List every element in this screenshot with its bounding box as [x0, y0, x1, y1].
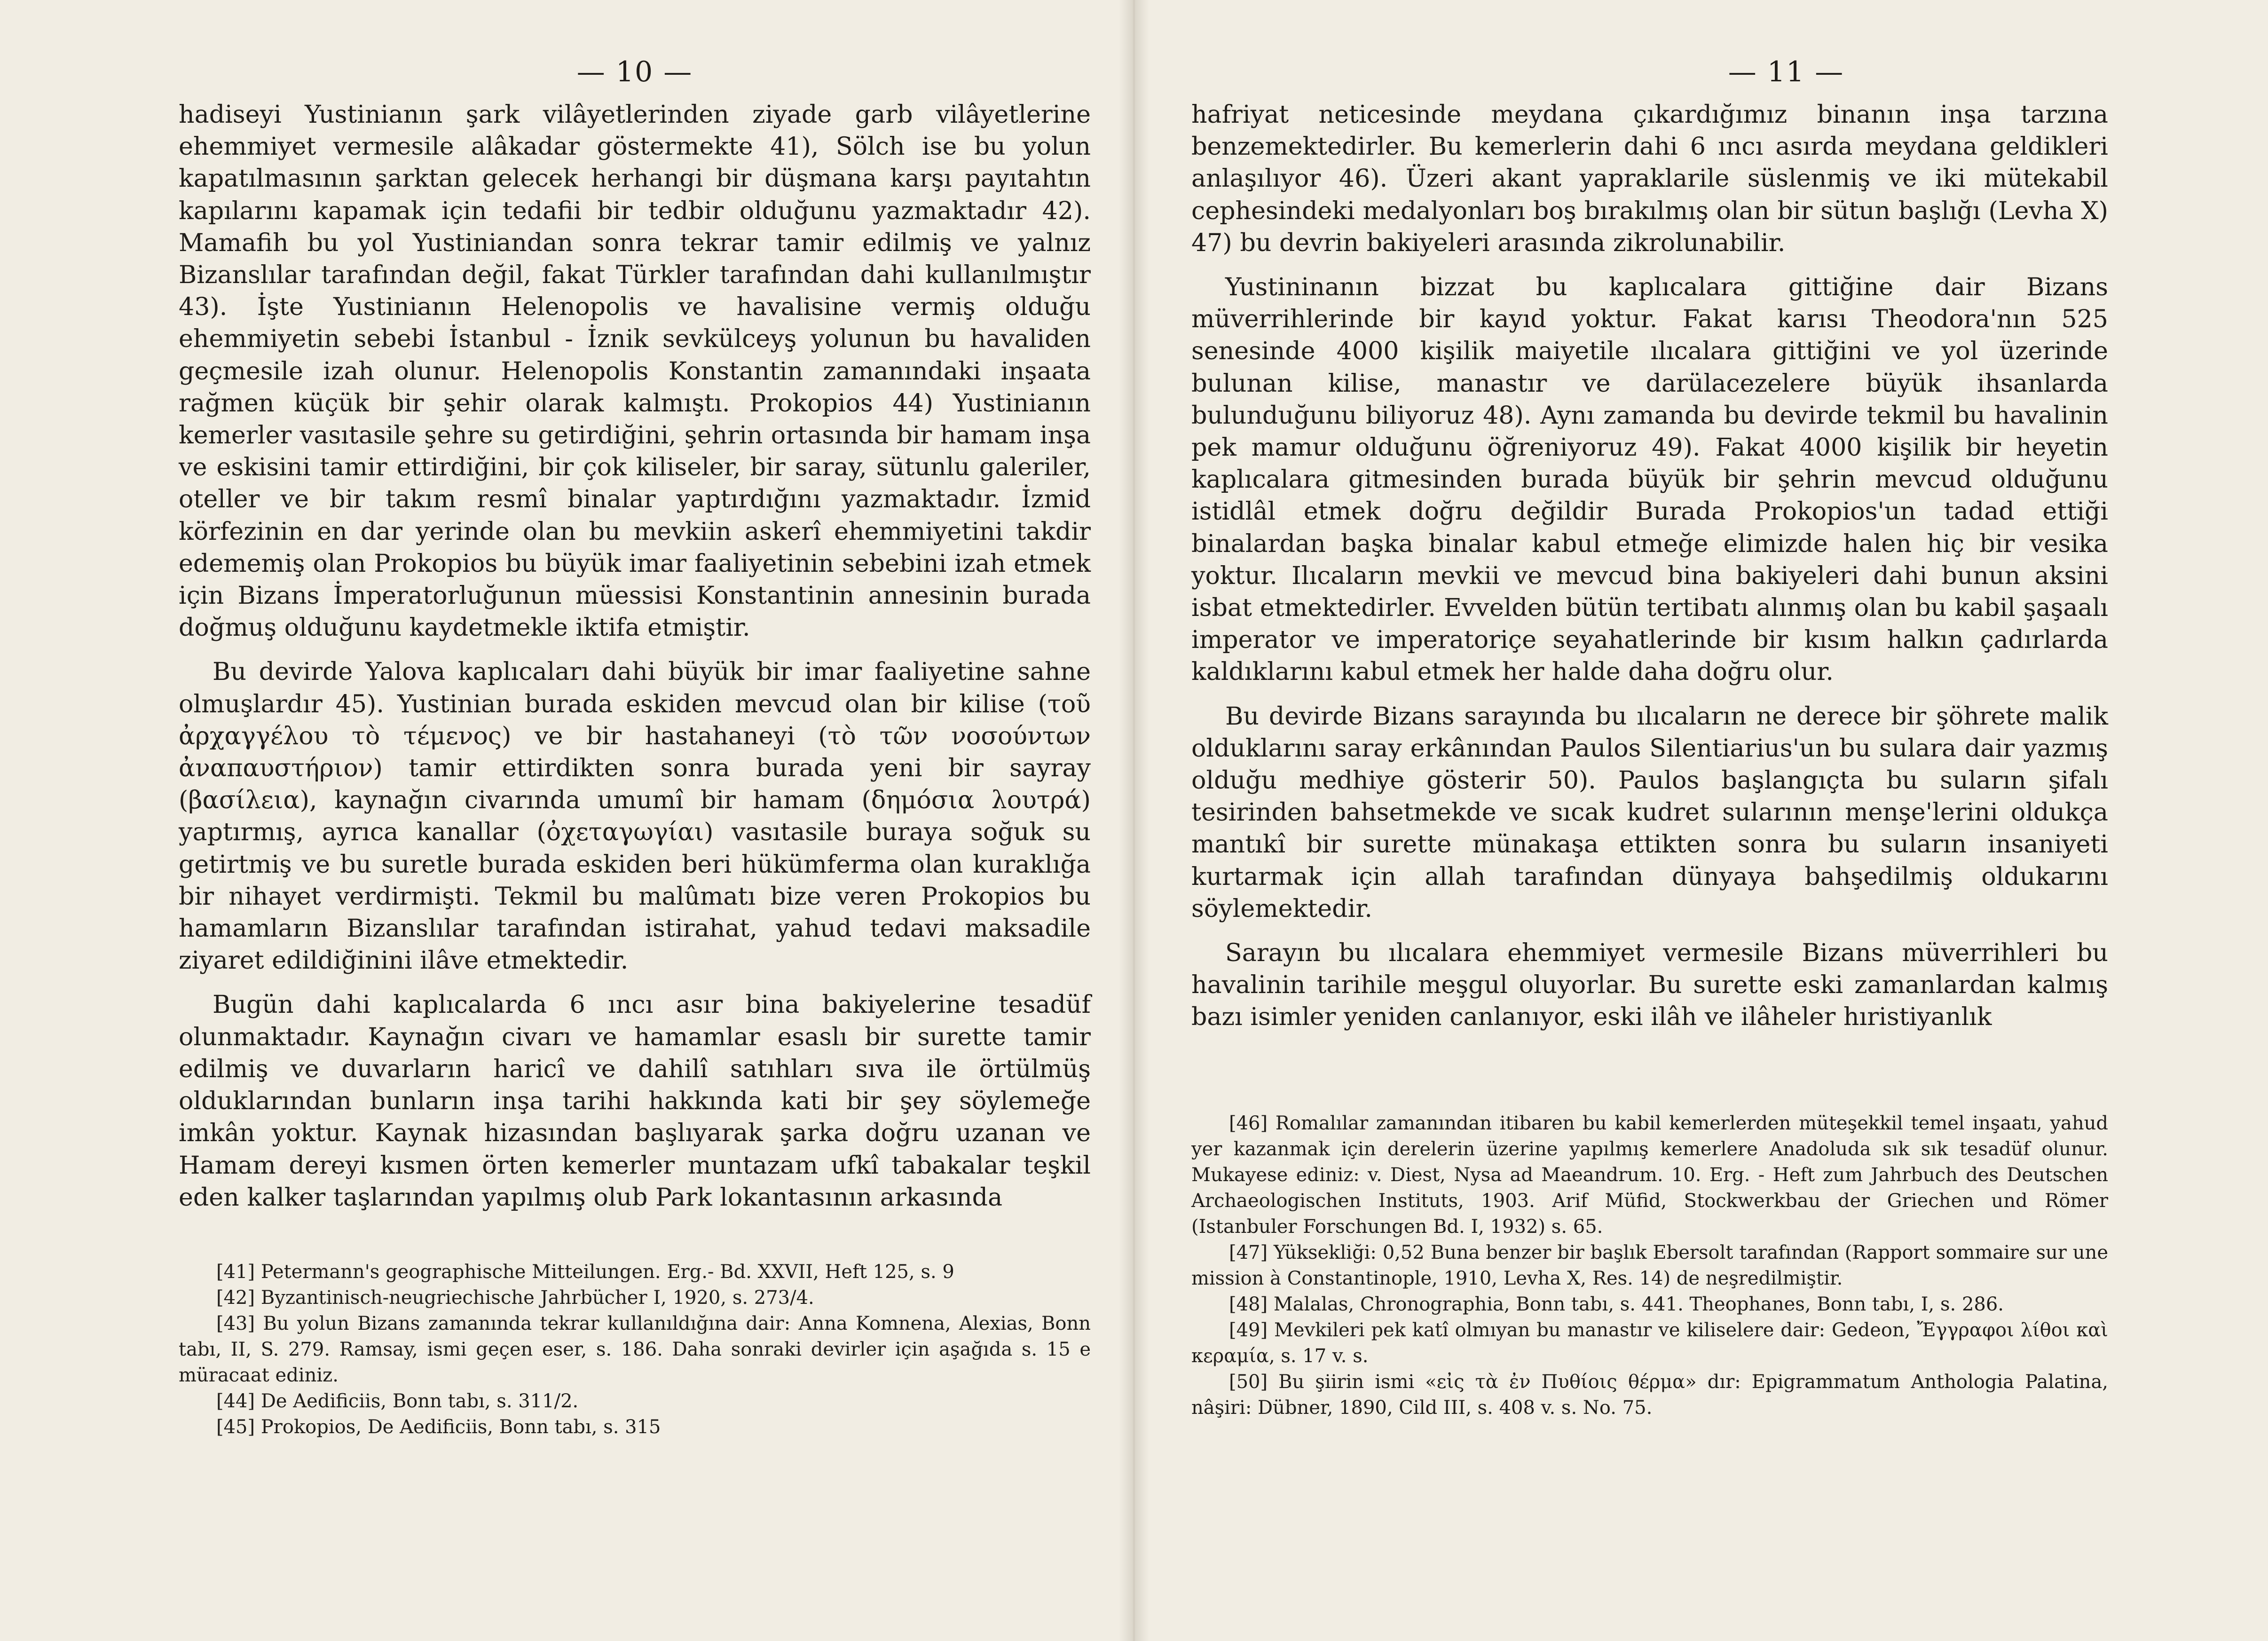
paragraph: Bu devirde Yalova kaplıcaları dahi büyük bir imar faaliyetine sahne olmuşlardır 45). Yustinian burada eskiden mevcud olan bir kilise (τοῦ ἀρχαγγέλου τὸ τέμενος) ve bir hastahaneyi (τὸ τῶν νοσούντων ἀναπαυστήριον) tamir ettirdikten sonra burada yeni bir sayray (βασίλεια), kaynağın civarında umumî bir hamam (δημόσια λουτρά) yaptırmış, ayrıca kanallar (ὀχεταγωγίαι) vasıtasile buraya soğuk su getirtmiş ve bu suretle burada eskiden beri hükümferma olan kuraklığa bir nihayet verdirmişti. Tekmil bu malûmatı bize veren Prokopios bu hamamların Bizanslılar tarafından istirahat, yahud tedavi maksadile ziyaret edildiğinini ilâve etmektedir. — [179, 658, 1091, 975]
footnote: [46] Romalılar zamanından itibaren bu kabil kemerlerden müteşekkil temel inşaatı, yahud yer kazanmak için derelerin üzerine yapılmış kemerlere Anadoluda sık sık tesadüf olunur. Mukayese ediniz: v. Diest, Nysa ad Maeandrum. 10. Erg. - Heft zum Jahrbuch des Deutschen Archaeologischen Instituts, 1903. Arif Müfid, Stockwerkbau der Griechen und Römer (Istanbuler Forschungen Bd. I, 1932) s. 65. — [1191, 1112, 2108, 1238]
footnote: [49] Mevkileri pek katî olmıyan bu manastır ve kiliselere dair: Gedeon, Ἔγγραφοι λίθοι καὶ κεραμία, s. 17 v. s. — [1191, 1319, 2108, 1367]
paragraph: Bugün dahi kaplıcalarda 6 ıncı asır bina bakiyelerine tesadüf olunmaktadır. Kaynağın civarı ve hamamlar esaslı bir surette tamir edilmiş ve duvarların haricî ve dahilî satıhları sıva ile örtülmüş olduklarından bunların inşa tarihi hakkında kati bir şey söylemeğe imkân yoktur. Kaynak hizasından başlıyarak şarka doğru uzanan ve Hamam dereyi kısmen örten kemerler muntazam ufkî tabakalar teşkil eden kalker taşlarından yapılmış olub Park lokantasının arkasında — [179, 991, 1091, 1212]
footnote: [50] Bu şiirin ismi «εἰς τὰ ἐν Πυθίοις θέρμα» dır: Epigrammatum Anthologia Palatina, nâşiri: Dübner, 1890, Cild III, s. 408 v. s. No. 75. — [1191, 1371, 2108, 1419]
footnote: [43] Bu yolun Bizans zamanında tekrar kullanıldığına dair: Anna Komnena, Alexias, Bonn tabı, II, S. 279. Ramsay, ismi geçen eser, s. 186. Daha sonraki devirler için aşağıda s. 15 e müracaat ediniz. — [179, 1313, 1091, 1386]
paragraph: Sarayın bu ılıcalara ehemmiyet vermesile Bizans müverrihleri bu havalinin tarihile meşgul oluyorlar. Bu surette eski zamanlardan kalmış bazı isimler yeniden canlanıyor, eski ilâh ve ilâheler hıristiyanlık — [1191, 939, 2108, 1032]
paragraph: hafriyat neticesinde meydana çıkardığımız binanın inşa tarzına benzemektedirler. Bu kemerlerin dahi 6 ıncı asırda meydana geldikleri anlaşılıyor 46). Üzeri akant yapraklarile süslenmiş ve iki mütekabil cephesindeki medalyonları boş bırakılmış olan bir sütun başlığı (Levha X) 47) bu devrin bakiyeleri arasında zikrolunabilir. — [1191, 101, 2108, 257]
paragraph: Yustininanın bizzat bu kaplıcalara gittiğine dair Bizans müverrihlerinde bir kayıd yoktur. Fakat karısı Theodora'nın 525 senesinde 4000 kişilik maiyetile ılıcalara gittiğini ve yol üzerinde bulunan kilise, manastır ve darülacezelere büyük ihsanlarda bulunduğunu biliyoruz 48). Aynı zamanda bu devirde tekmil bu havalinin pek mamur olduğunu öğreniyoruz 49). Fakat 4000 kişilik bir heyetin kaplıcalara gitmesinden burada büyük bir şehrin mevcud olduğunu istidlâl etmek doğru değildir Burada Prokopios'un tadad ettiği binalardan başka binalar kabul etmeğe elimizde halen hiç bir vesika yoktur. Ilıcaların mevkii ve mevcud bina bakiyeleri dahi bunun aksini isbat etmektedirler. Evvelden bütün tertibatı alınmış olan bu kabil şaşaalı imperator ve imperatoriçe seyahatlerinde bir kısım halkın çadırlarda kaldıklarını kabul etmek her halde daha doğru olur. — [1191, 273, 2108, 686]
footnote: [41] Petermann's geographische Mitteilungen. Erg.- Bd. XXVII, Heft 125, s. 9 — [216, 1261, 954, 1283]
footnote: [44] De Aedificiis, Bonn tabı, s. 311/2. — [216, 1390, 579, 1412]
footnote: [48] Malalas, Chronographia, Bonn tabı, s. 441. Theophanes, Bonn tabı, I, s. 286. — [1229, 1294, 2004, 1315]
footnotes — [1191, 1111, 2108, 1421]
body-text — [1191, 99, 2108, 1034]
page-number: — 11 — — [1728, 55, 1844, 88]
right-page — [1140, 0, 2268, 1641]
footnote: [42] Byzantinisch-neugriechische Jahrbücher I, 1920, s. 273/4. — [216, 1287, 814, 1309]
footnote: [45] Prokopios, De Aedificiis, Bonn tabı, s. 315 — [216, 1416, 661, 1438]
footnote: [47] Yüksekliği: 0,52 Buna benzer bir başlık Ebersolt tarafından (Rapport sommaire sur une mission à Constantinople, 1910, Levha X, Res. 14) de neşredilmiştir. — [1191, 1242, 2108, 1289]
body-text — [179, 99, 1091, 1214]
paragraph: Bu devirde Bizans sarayında bu ılıcaların ne derece bir şöhrete malik olduklarını saray erkânından Paulos Silentiarius'un bu sulara dair yazmış olduğu medhiye gösterir 50). Paulos başlangıçta bu suların şifalı tesirinden bahsetmekde ve sıcak kudret sularının menşe'lerini oldukça mantıkî bir surette münakaşa ettikten sonra bu suların insaniyeti kurtarmak için allah tarafından dünyaya bahşedilmiş oldukarını söylemektedir. — [1191, 702, 2108, 923]
paragraph: hadiseyi Yustinianın şark vilâyetlerinden ziyade garb vilâyetlerine ehemmiyet vermesile alâkadar göstermekte 41), Sölch ise bu yolun kapatılmasının şarktan gelecek herhangi bir düşmana karşı payıtahtın kapılarını kapamak için tedafii bir tedbir olduğunu yazmaktadır 42). Mamafih bu yol Yustiniandan sonra tekrar tamir edilmiş ve yalnız Bizanslılar tarafından değil, fakat Türkler tarafından dahi kullanılmıştır 43). İşte Yustinianın Helenopolis ve havalisine vermiş olduğu ehemmiyetin sebebi İstanbul - İznik sevkülceyş yolunun bu havaliden geçmesile izah olunur. Helenopolis Konstantin zamanındaki inşaata rağmen küçük bir şehir olarak kalmıştı. Prokopios 44) Yustinianın kemerler vasıtasile şehre su getirdiğini, şehrin ortasında bir hamam inşa ve eskisini tamir ettirdiğini, bir çok kiliseler, bir saray, sütunlu galeriler, oteller ve bir takım resmî binalar yaptırdığını yazmaktadır. İzmid körfezinin en dar yerinde olan bu mevkiin askerî ehemmiyetini takdir edememiş olan Prokopios bu büyük imar faaliyetinin sebebini izah etmek için Bizans İmperatorluğunun müessisi Konstantinin annesinin burada doğmuş olduğunu kaydetmekle iktifa etmiştir. — [179, 101, 1091, 642]
left-page — [0, 0, 1128, 1641]
page-number: — 10 — — [576, 55, 693, 88]
footnotes — [179, 1259, 1091, 1440]
